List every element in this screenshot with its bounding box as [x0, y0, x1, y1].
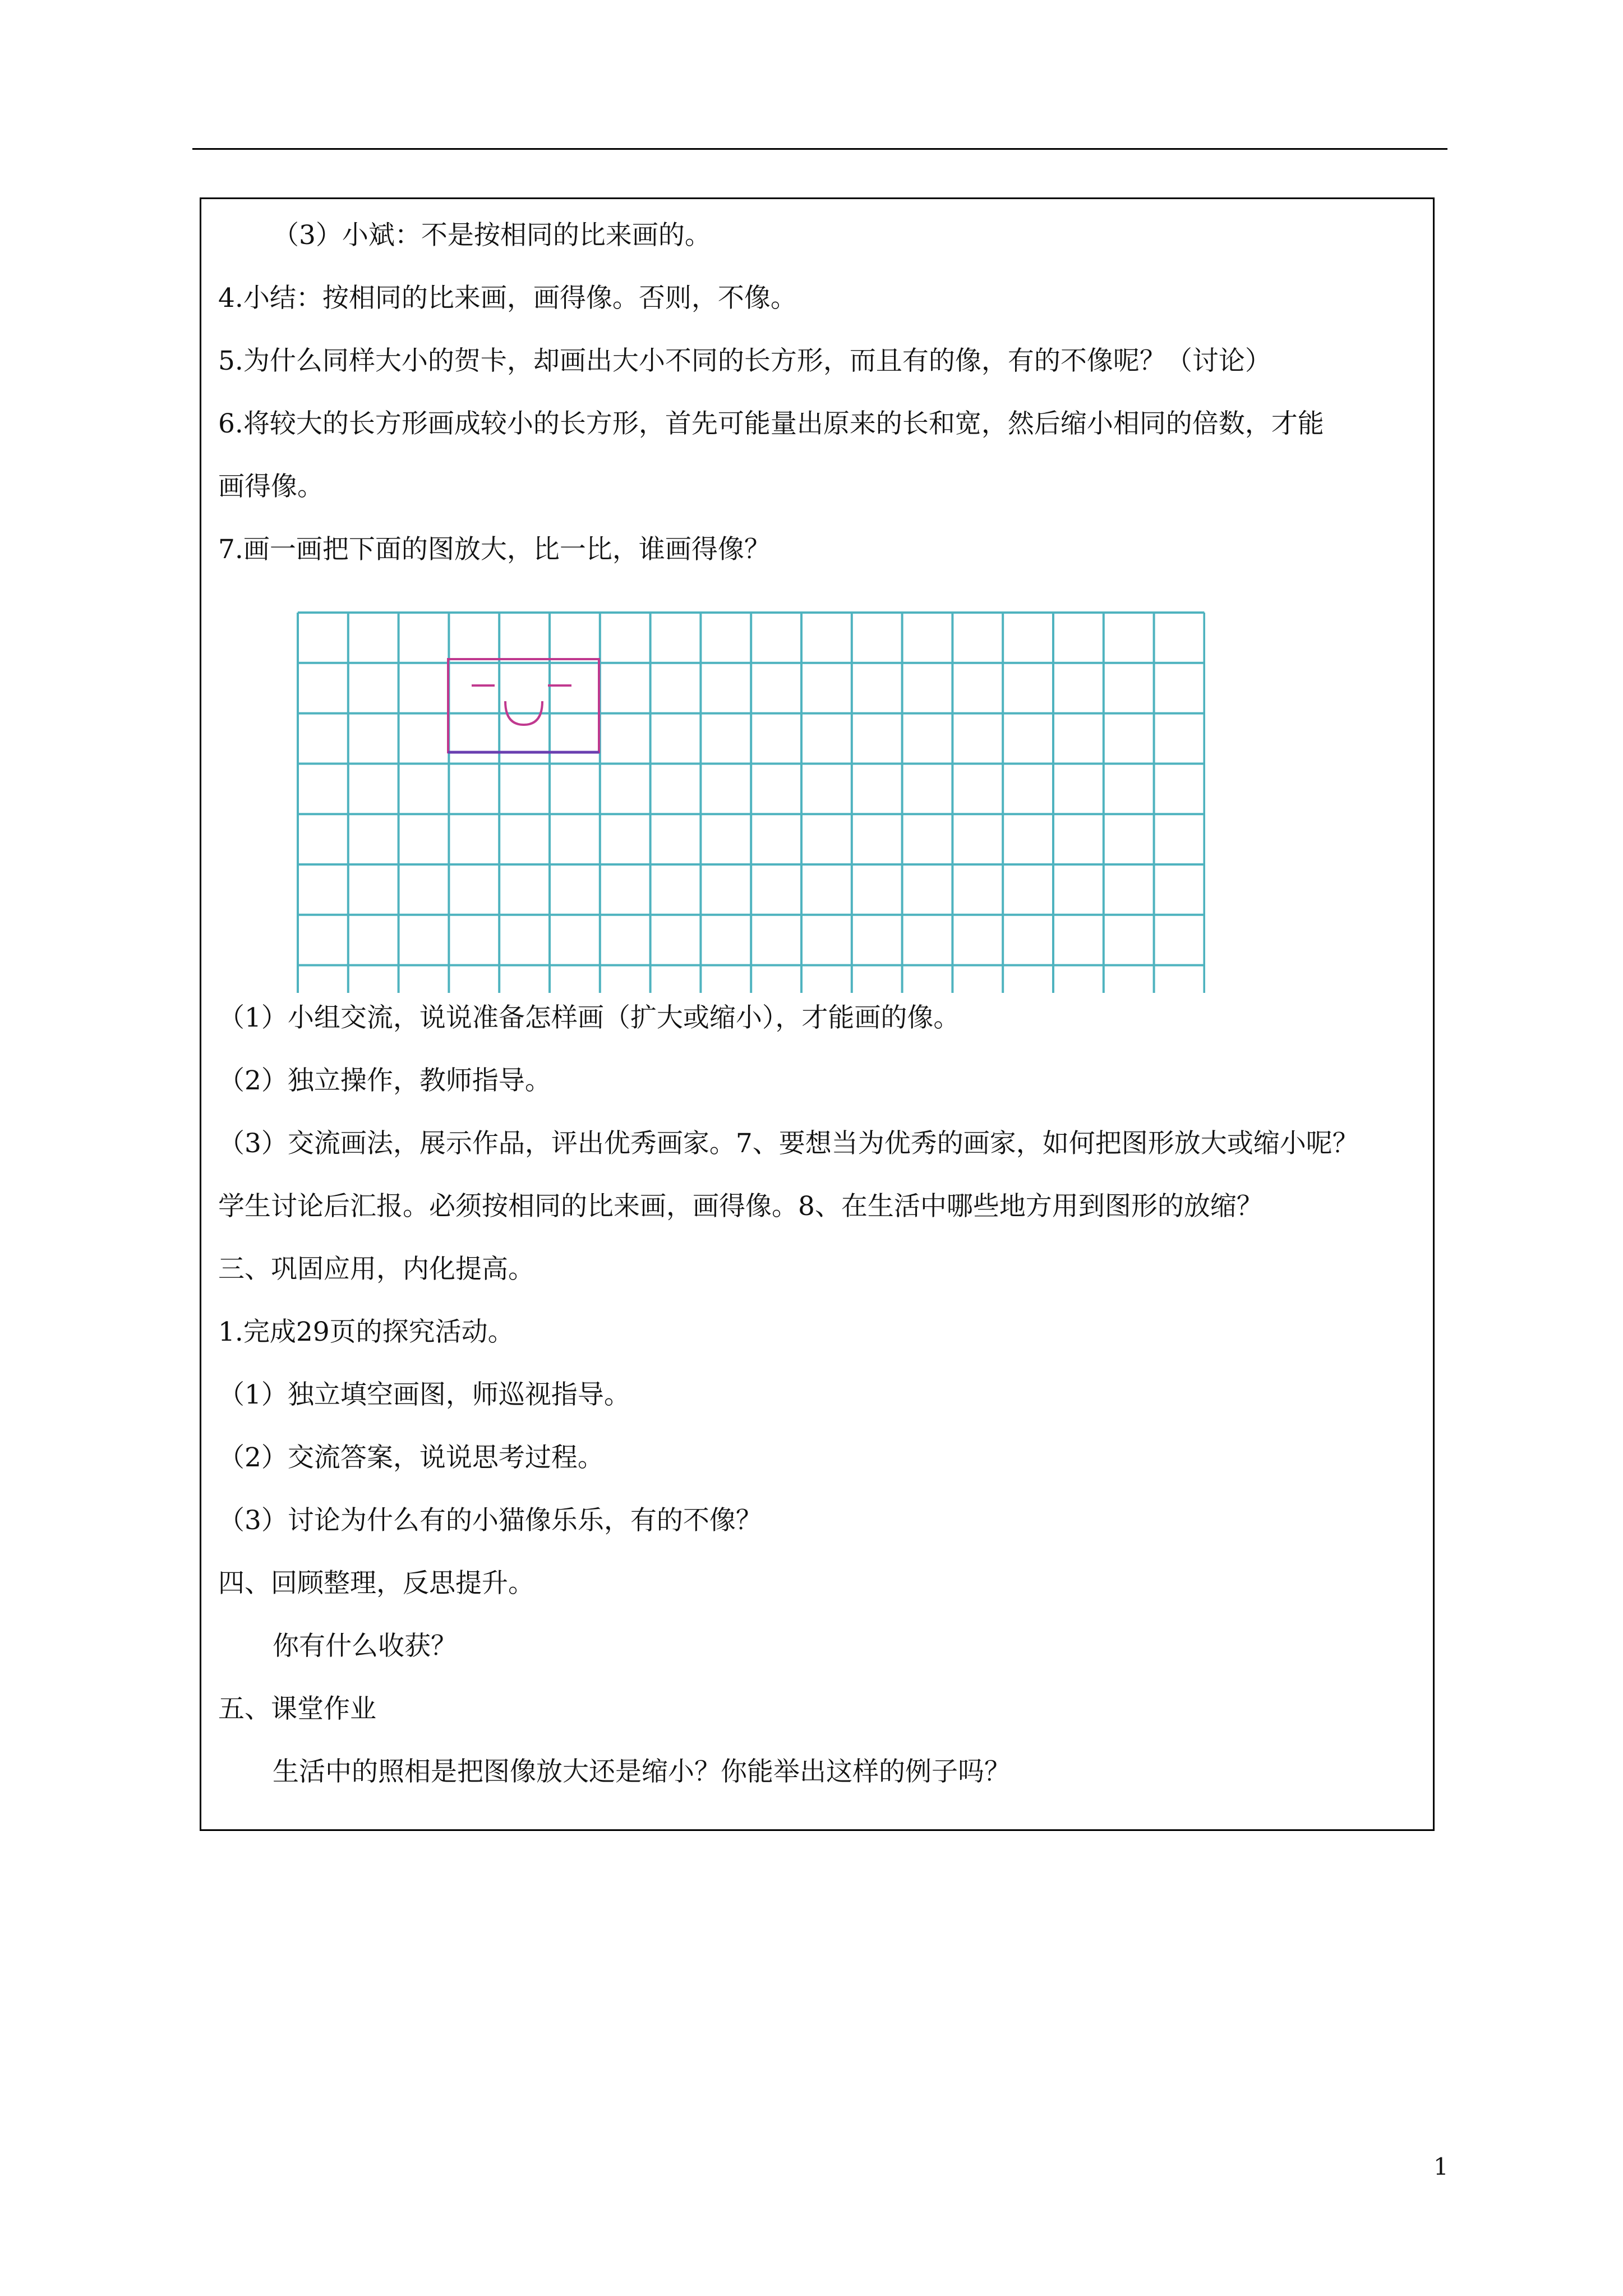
- text-line-2: 4.小结：按相同的比来画，画得像。否则，不像。: [218, 283, 797, 314]
- text-line-17: 你有什么收获？: [273, 1631, 457, 1662]
- text-line-9: （3）交流画法，展示作品，评出优秀画家。7、要想当为优秀的画家，如何把图形放大或缩小呢？: [218, 1128, 1359, 1159]
- text-line-8: （2）独立操作，教师指导。: [218, 1065, 551, 1096]
- text-line-6: 7.画一画把下面的图放大，比一比，谁画得像？: [218, 534, 771, 565]
- text-line-12: 1.完成29页的探究活动。: [218, 1317, 514, 1347]
- text-line-14: （2）交流答案，说说思考过程。: [218, 1442, 604, 1473]
- text-line-5: 画得像。: [218, 471, 324, 502]
- grid-lines: [298, 613, 1204, 993]
- text-line-18: 五、课堂作业: [218, 1694, 376, 1724]
- text-line-1: （3）小斌：不是按相同的比来画的。: [273, 220, 711, 251]
- text-line-4: 6.将较大的长方形画成较小的长方形，首先可能量出原来的长和宽，然后缩小相同的倍数，才能: [218, 408, 1324, 439]
- text-line-19: 生活中的照相是把图像放大还是缩小？你能举出这样的例子吗？: [273, 1756, 1011, 1787]
- header-rule: [192, 148, 1447, 150]
- lesson-content-box: [200, 197, 1435, 1831]
- text-line-10: 学生讨论后汇报。必须按相同的比来画，画得像。8、在生活中哪些地方用到图形的放缩？: [218, 1191, 1263, 1222]
- text-line-13: （1）独立填空画图，师巡视指导。: [218, 1379, 630, 1410]
- text-line-3: 5.为什么同样大小的贺卡，却画出大小不同的长方形，而且有的像，有的不像呢？（讨论）: [218, 346, 1271, 376]
- page-number: 1: [1433, 2153, 1449, 2180]
- text-line-15: （3）讨论为什么有的小猫像乐乐，有的不像？: [218, 1505, 762, 1536]
- grid-face-figure: [297, 611, 1205, 993]
- text-line-16: 四、回顾整理，反思提升。: [218, 1568, 534, 1599]
- text-line-11: 三、巩固应用，内化提高。: [218, 1254, 534, 1285]
- text-line-7: （1）小组交流，说说准备怎样画（扩大或缩小），才能画的像。: [218, 1002, 960, 1033]
- face-rectangle: [448, 659, 599, 752]
